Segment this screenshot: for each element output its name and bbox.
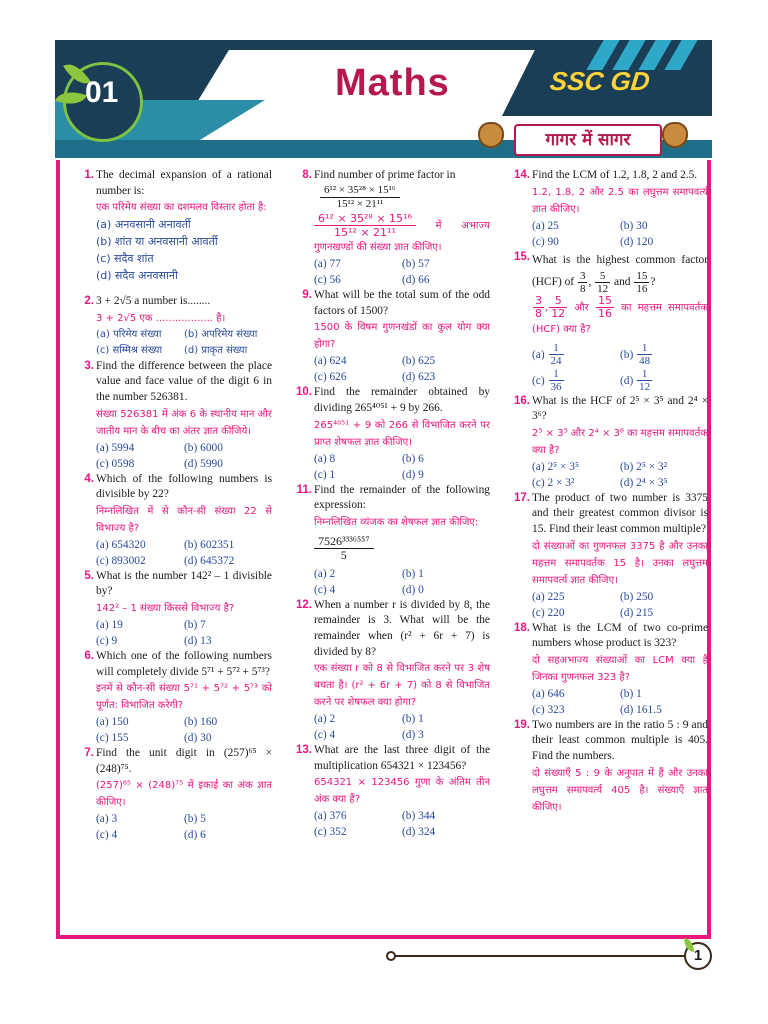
option: (b) 6000 <box>184 441 223 454</box>
question-number: 7. <box>84 747 94 760</box>
question-number: 13. <box>296 744 312 757</box>
option: (b) 1 <box>402 567 424 580</box>
option: (d) 215 <box>620 606 654 619</box>
option: (d) 9 <box>402 468 424 481</box>
fraction-numerator: 5 <box>549 295 567 308</box>
option: (b) 30 <box>620 219 648 232</box>
option: (b) 7 <box>184 618 206 631</box>
question-10 <box>294 385 490 482</box>
option: (a) $\frac{1}{24}$ <box>532 342 562 368</box>
pot-icon <box>662 122 688 148</box>
question-text-en: Which of the following numbers is divisible by 22? <box>96 472 272 501</box>
question-text-hi: 654321 × 123456 गुणा के अंतिम तीन अंक क्या हैं? <box>314 777 490 806</box>
question-17 <box>512 491 708 621</box>
question-8 <box>294 168 490 288</box>
question-text-en: Two numbers are in the ratio 5 : 9 and their least common multiple is 405. Find the numbers. <box>532 718 708 762</box>
option: (d) 120 <box>620 235 654 248</box>
option: (b) 1 <box>620 687 642 700</box>
option: (c) 626 <box>314 371 347 384</box>
fraction-denominator: 15¹² × 21¹¹ <box>334 226 396 240</box>
conjunction-hi: और <box>574 302 589 314</box>
fraction-numerator: 6¹² × 35²⁸ × 15¹⁶ <box>320 184 400 198</box>
question-14 <box>512 168 708 250</box>
fraction <box>549 295 567 320</box>
question-text-hi: 2⁵ × 3⁵ और 2⁴ × 3⁶ का महत्तम समापवर्तक क्या है? <box>532 427 708 456</box>
question-4 <box>76 472 272 569</box>
question-number: 11. <box>296 483 312 496</box>
fraction <box>634 270 649 295</box>
option: (b) 2⁵ × 3² <box>620 460 668 473</box>
question-15: 15. What is the highest common factor (HCF) of $\frac{3}{8}$ , $\frac{5}{12}$ and $\frac{15}{16}$ ? $\frac{3}{8}$ , $\frac{5}{12}$ और $\frac{15}{16}$ का महत्तम समापवर्तक (HCF) क्या है? (a) $\frac{1}{24}$ (b) $\frac{1}{48}$ (c) $\frac{1}{36}$ (d) $\frac{1}{12}$ <box>514 250 708 394</box>
fraction <box>533 295 544 320</box>
option: (d) प्राकृत संख्या <box>184 344 248 356</box>
option: (a) 5994 <box>96 441 135 454</box>
question-number: 19. <box>514 718 530 731</box>
exam-name: SSC GD <box>548 66 652 96</box>
option: (b) 1 <box>402 713 424 726</box>
question-3 <box>76 359 272 472</box>
option: (c) 4 <box>314 583 336 596</box>
question-text-hi: निम्नलिखित में से कौन-सी संख्या 22 से विभाज्य है? <box>96 505 272 534</box>
option: (c) सम्मिश्र संख्या <box>96 344 163 356</box>
page-header <box>55 40 712 158</box>
fraction-denominator: 8 <box>579 282 586 295</box>
question-text-en: What is the highest common factor (HCF) of <box>532 253 708 288</box>
fraction-numerator: 3 <box>535 293 542 307</box>
question-text-en: Find the LCM of 1.2, 1.8, 2 and 2.5. <box>532 169 698 181</box>
question-text-en: What is the number 142² – 1 divisible by? <box>96 569 272 598</box>
fraction-denominator: 12 <box>597 282 609 295</box>
option: (a) 8 <box>314 452 336 465</box>
question-text-hi: में अभाज्य गुणनखण्डों की संख्या ज्ञात कीजिए। <box>314 220 490 254</box>
fraction <box>314 535 374 562</box>
option: (b) 602351 <box>184 538 235 551</box>
fraction-denominator: 16 <box>597 306 612 320</box>
option: (c) 0598 <box>96 457 135 470</box>
question-number: 6. <box>84 649 94 662</box>
question-text-hi: (257)⁶⁵ × (248)⁷⁵ में इकाई का अंक ज्ञात कीजिए। <box>96 780 272 809</box>
option: (d) 645372 <box>184 554 235 567</box>
question-text-en: The decimal expansion of a rational number is: <box>96 169 272 197</box>
question-text-hi: का महत्तम समापवर्तक (HCF) क्या है? <box>532 302 708 335</box>
question-16 <box>512 394 708 491</box>
option: (d) 5990 <box>184 457 223 470</box>
option: (c) 4 <box>96 829 118 842</box>
question-number: 3. <box>84 359 94 372</box>
option: (b) 6 <box>402 452 424 465</box>
option: (d) 324 <box>402 826 436 839</box>
question-text-hi: दो संख्याएँ 5 : 9 के अनुपात में हैं और उनका लघुत्तम समापवर्त्य 405 है। संख्याएँ ज्ञात कीजिए। <box>532 767 708 813</box>
question-text-hi: एक संख्या r को 8 से विभाजित करने पर 3 शेष बचता है। (r² + 6r + 7) को 8 से विभाजित करने पर शेषफल क्या होगा? <box>314 663 490 709</box>
fraction <box>596 295 614 320</box>
question-text-hi: इनमें से कौन-सी संख्या 5⁷¹ + 5⁷² + 5⁷³ को पूर्णत: विभाजित करेगी? <box>96 683 272 712</box>
column-1 <box>76 168 272 843</box>
option: (c) 2 × 3² <box>532 476 575 489</box>
question-text-en: Find the difference between the place value and face value of the digit 6 in the number 526381. <box>96 359 272 403</box>
column-2 <box>294 168 490 840</box>
option: (b) 160 <box>184 716 218 729</box>
question-text-en: Find number of prime factor in <box>314 169 456 181</box>
question-number: 2. <box>84 295 94 308</box>
fraction-numerator: 7526³³³⁶⁵⁵⁷ <box>314 535 374 549</box>
option: (a) 19 <box>96 618 123 631</box>
option: (c) 56 <box>314 274 341 287</box>
option: (b) अपरिमेय संख्या <box>184 328 258 340</box>
fraction-denominator: 16 <box>636 282 648 295</box>
question-11 <box>294 483 490 598</box>
question-text-en: Find the remainder obtained by dividing 265⁴⁰⁵¹ + 9 by 266. <box>314 386 490 414</box>
option: (b) $\frac{1}{48}$ <box>620 342 651 368</box>
page-number: 1 <box>684 942 712 970</box>
option: (a) 376 <box>314 810 347 823</box>
question-text-hi: 1.2, 1.8, 2 और 2.5 का लघुत्तम समापवर्त्य ज्ञात कीजिए। <box>532 186 708 215</box>
question-text-en: When a number r is divided by 8, the remainder is 3. What will be the remainder when (r² + 6r + 7) is divided by 8? <box>314 598 490 658</box>
fraction-denominator: 12 <box>551 306 566 320</box>
tagline: गागर में सागर <box>514 124 662 156</box>
footer-line <box>392 955 690 957</box>
option: (b) शांत या अनवसानी आवर्ती <box>96 235 218 249</box>
option: (c) 4 <box>314 729 336 742</box>
option: (c) 352 <box>314 826 347 839</box>
option: (d) 66 <box>402 274 430 287</box>
question-text-hi: दो संख्याओं का गुणनफल 3375 है और उनका महत्तम समापवर्तक 15 है। उनका लघुत्तम समापवर्त्य ज्ञात कीजिए। <box>532 540 708 586</box>
option: (a) 3 <box>96 813 118 826</box>
fraction-numerator: 15 <box>597 293 612 307</box>
question-text-hi: 1500 के विषम गुणनखंडों का कुल योग क्या होगा? <box>314 322 490 351</box>
question-13 <box>294 743 490 840</box>
option: (c) 155 <box>96 732 129 745</box>
option: (b) 250 <box>620 590 654 603</box>
option: (c) 90 <box>532 235 559 248</box>
option: (b) 625 <box>402 355 436 368</box>
option: (c) 220 <box>532 606 565 619</box>
option: (c) सदैव शांत <box>96 252 154 266</box>
fraction-denominator: 5 <box>340 547 347 562</box>
option: (a) परिमेय संख्या <box>96 328 162 340</box>
question-number: 8. <box>302 169 312 181</box>
question-9 <box>294 288 490 385</box>
option: (a) अनवसानी अनावर्ती <box>96 218 191 232</box>
fraction-numerator: 3 <box>579 269 586 282</box>
question-6 <box>76 649 272 746</box>
question-number: 10. <box>296 386 312 399</box>
option: (c) $\frac{1}{36}$ <box>532 368 562 394</box>
question-number: 18. <box>514 621 530 634</box>
question-text-en: What is the HCF of 2⁵ × 3⁵ and 2⁴ × 3⁶? <box>532 394 708 423</box>
question-number: 5. <box>84 569 94 582</box>
question-12 <box>294 598 490 743</box>
question-text-en: What will be the total sum of the odd factors of 1500? <box>314 289 490 317</box>
footer-dot <box>386 951 396 961</box>
column-3 <box>512 168 708 816</box>
chapter-number: 01 <box>85 76 119 109</box>
question-number: 16. <box>514 394 530 407</box>
option: (d) 13 <box>184 634 212 647</box>
option: (a) 2 <box>314 713 336 726</box>
question-text-en: Find the unit digit in (257)⁶⁵ × (248)⁷⁵. <box>96 747 272 775</box>
question-text-hi: संख्या 526381 में अंक 6 के स्थानीय मान और जातीय मान के बीच का अंतर ज्ञात कीजिये। <box>96 408 272 437</box>
option: (a) 225 <box>532 590 565 603</box>
question-number: 17. <box>514 491 530 504</box>
option: (c) 893002 <box>96 554 146 567</box>
option: (c) 9 <box>96 634 118 647</box>
option: (d) 3 <box>402 729 424 742</box>
fraction-denominator: 8 <box>535 306 542 320</box>
fraction-numerator: 15 <box>636 269 648 282</box>
option: (d) सदैव अनवसानी <box>96 269 178 283</box>
question-text-hi: 265⁴⁰⁵¹ + 9 को 266 से विभाजित करने पर प्राप्त शेषफल ज्ञात कीजिए। <box>314 419 490 448</box>
question-text-hi: 142² – 1 संख्या किससे विभाज्य है? <box>96 602 235 614</box>
question-number: 12. <box>296 598 312 611</box>
fraction <box>578 270 588 295</box>
question-number: 15. <box>514 250 530 263</box>
option: (a) 646 <box>532 687 565 700</box>
option: (d) 2⁴ × 3⁵ <box>620 476 668 489</box>
question-1 <box>76 168 272 284</box>
question-text-en: 3 + 2√5 a number is........ <box>96 295 211 308</box>
fraction-numerator: 6¹² × 35²⁸ × 15¹⁶ <box>314 212 416 226</box>
question-number: 4. <box>84 472 94 485</box>
option: (a) 2 <box>314 567 336 580</box>
option: (d) 30 <box>184 732 212 745</box>
question-text-en: What are the last three digit of the multiplication 654321 × 123456? <box>314 744 490 772</box>
question-text-hi: निम्नलिखित व्यंजक का शेषफल ज्ञात कीजिए: <box>314 516 479 528</box>
fraction-denominator: 15¹² × 21¹¹ <box>336 197 384 210</box>
page-title: Maths <box>335 62 450 104</box>
option: (b) 344 <box>402 810 436 823</box>
conjunction: and <box>614 275 631 288</box>
fraction <box>595 270 610 295</box>
option: (a) 77 <box>314 258 341 271</box>
option: (b) 5 <box>184 813 206 826</box>
option: (d) 161.5 <box>620 703 662 716</box>
question-7 <box>76 746 272 843</box>
question-text-hi: 3 + 2√5 एक .................. है। <box>96 312 226 324</box>
option: (c) 323 <box>532 703 565 716</box>
question-number: 9. <box>302 289 312 302</box>
option: (d) 6 <box>184 829 206 842</box>
question-18 <box>512 621 708 718</box>
question-number: 14. <box>514 169 530 181</box>
pot-icon <box>478 122 504 148</box>
question-text-en: Which one of the following numbers will completely divide 5⁷¹ + 5⁷² + 5⁷³? <box>96 649 272 678</box>
option: (a) 624 <box>314 355 347 368</box>
question-text-en: The product of two number is 3375 and their greatest common divisor is 15. Find their least common multiple? <box>532 491 708 535</box>
option: (b) 57 <box>402 258 430 271</box>
question-5 <box>76 569 272 649</box>
question-text-hi: एक परिमेय संख्या का दशमलव विस्तार होता है: <box>96 202 267 214</box>
option: (d) 623 <box>402 371 436 384</box>
fraction-numerator: 5 <box>595 270 610 283</box>
option: (a) 2⁵ × 3⁵ <box>532 460 579 473</box>
question-number: 1. <box>84 169 94 181</box>
fraction <box>314 212 416 239</box>
question-text-en: What is the LCM of two co-prime numbers whose product is 323? <box>532 621 708 650</box>
question-19 <box>512 718 708 816</box>
fraction <box>320 184 400 211</box>
option: (d) $\frac{1}{12}$ <box>620 368 651 394</box>
question-2 <box>76 294 272 359</box>
option: (a) 654320 <box>96 538 146 551</box>
option: (d) 0 <box>402 583 424 596</box>
question-text-en: Find the remainder of the following expression: <box>314 483 490 512</box>
option: (c) 1 <box>314 468 336 481</box>
option: (a) 25 <box>532 219 559 232</box>
question-text-hi: दो सहअभाज्य संख्याओं का LCM क्या है जिनका गुणनफल 323 है? <box>532 654 708 683</box>
option: (a) 150 <box>96 716 129 729</box>
